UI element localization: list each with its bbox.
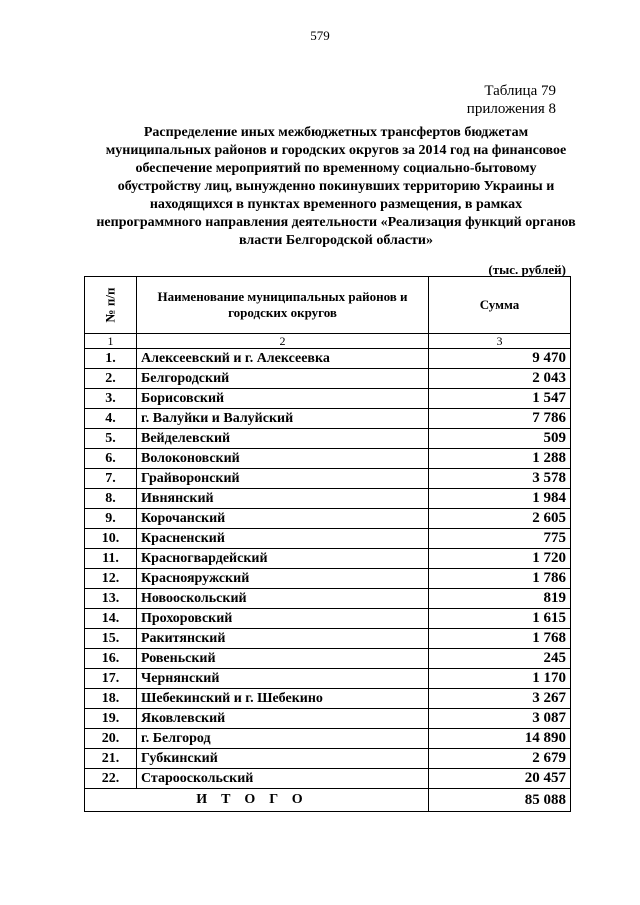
row-district-name: Ровеньский: [137, 649, 429, 669]
table-row: [85, 769, 571, 789]
row-district-name: Грайворонский: [137, 469, 429, 489]
table-annex-reference: [467, 82, 556, 118]
row-district-name: Красногвардейский: [137, 549, 429, 569]
table-header-row: [85, 277, 571, 334]
header-num: № п/п: [85, 277, 137, 334]
row-district-name: Прохоровский: [137, 609, 429, 629]
row-amount: 1 615: [429, 609, 571, 629]
row-district-name: Новооскольский: [137, 589, 429, 609]
row-amount: 1 170: [429, 669, 571, 689]
row-amount: 3 087: [429, 709, 571, 729]
row-number: 19.: [85, 709, 137, 729]
row-district-name: Красненский: [137, 529, 429, 549]
row-district-name: Корочанский: [137, 509, 429, 529]
row-number: 2.: [85, 369, 137, 389]
table-row: [85, 429, 571, 449]
row-number: 17.: [85, 669, 137, 689]
row-number: 14.: [85, 609, 137, 629]
table-row: [85, 709, 571, 729]
row-amount: 509: [429, 429, 571, 449]
row-district-name: Яковлевский: [137, 709, 429, 729]
row-number: 1.: [85, 349, 137, 369]
total-row: [85, 789, 571, 812]
row-district-name: Краснояружский: [137, 569, 429, 589]
table-row: [85, 549, 571, 569]
row-district-name: г. Белгород: [137, 729, 429, 749]
column-number: 3: [429, 334, 571, 349]
table-row: [85, 389, 571, 409]
row-district-name: Старооскольский: [137, 769, 429, 789]
row-district-name: Белгородский: [137, 369, 429, 389]
row-district-name: Борисовский: [137, 389, 429, 409]
table-row: [85, 629, 571, 649]
column-number: 2: [137, 334, 429, 349]
row-district-name: Вейделевский: [137, 429, 429, 449]
column-number: 1: [85, 334, 137, 349]
document-title: Распределение иных межбюджетных трансфертов бюджетам муниципальных районов и городских округов за 2014 год на финансовое обеспечение мероприятий по временному социально-бытовому обустройству лиц, вынужденно покинувших территорию Украины и находящихся в пунктах временного размещения, в рамках непрограммного направления деятельности «Реализация функций органов власти Белгородской области»: [96, 125, 576, 248]
table-row: [85, 689, 571, 709]
table-row: [85, 749, 571, 769]
row-amount: 20 457: [429, 769, 571, 789]
row-number: 7.: [85, 469, 137, 489]
row-amount: 819: [429, 589, 571, 609]
row-amount: 1 547: [429, 389, 571, 409]
row-amount: 775: [429, 529, 571, 549]
row-amount: 1 984: [429, 489, 571, 509]
row-amount: 245: [429, 649, 571, 669]
units-label: (тыс. рублей): [488, 262, 566, 277]
row-district-name: Волоконовский: [137, 449, 429, 469]
table-row: [85, 649, 571, 669]
row-district-name: Чернянский: [137, 669, 429, 689]
row-number: 20.: [85, 729, 137, 749]
row-amount: 1 768: [429, 629, 571, 649]
row-amount: 2 605: [429, 509, 571, 529]
row-amount: 2 679: [429, 749, 571, 769]
table-row: [85, 369, 571, 389]
row-amount: 3 267: [429, 689, 571, 709]
row-amount: 9 470: [429, 349, 571, 369]
row-number: 11.: [85, 549, 137, 569]
row-number: 8.: [85, 489, 137, 509]
row-number: 6.: [85, 449, 137, 469]
row-district-name: Губкинский: [137, 749, 429, 769]
table-row: [85, 449, 571, 469]
row-number: 5.: [85, 429, 137, 449]
table-row: [85, 669, 571, 689]
row-number: 3.: [85, 389, 137, 409]
table-row: [85, 589, 571, 609]
table-row: [85, 729, 571, 749]
row-number: 16.: [85, 649, 137, 669]
table-row: [85, 509, 571, 529]
row-district-name: Алексеевский и г. Алексеевка: [137, 349, 429, 369]
row-amount: 1 786: [429, 569, 571, 589]
annex-table-number: Таблица 79: [484, 83, 556, 99]
row-district-name: Шебекинский и г. Шебекино: [137, 689, 429, 709]
row-number: 4.: [85, 409, 137, 429]
header-sum: Сумма: [429, 277, 571, 334]
row-number: 18.: [85, 689, 137, 709]
row-amount: 1 288: [429, 449, 571, 469]
table-row: [85, 409, 571, 429]
row-number: 9.: [85, 509, 137, 529]
row-number: 12.: [85, 569, 137, 589]
table-row: [85, 349, 571, 369]
row-district-name: Ракитянский: [137, 629, 429, 649]
table-row: [85, 569, 571, 589]
distribution-table: [84, 276, 571, 812]
table-row: [85, 609, 571, 629]
row-amount: 1 720: [429, 549, 571, 569]
row-number: 22.: [85, 769, 137, 789]
row-number: 21.: [85, 749, 137, 769]
row-amount: 7 786: [429, 409, 571, 429]
row-number: 13.: [85, 589, 137, 609]
page-number: 579: [310, 28, 330, 43]
row-number: 10.: [85, 529, 137, 549]
row-amount: 2 043: [429, 369, 571, 389]
table-row: [85, 489, 571, 509]
row-amount: 14 890: [429, 729, 571, 749]
header-name: Наименование муниципальных районов и городских округов: [137, 277, 429, 334]
annex-appendix-number: приложения 8: [466, 101, 556, 117]
total-label: ИТОГО: [85, 789, 429, 812]
total-sum: 85 088: [429, 789, 571, 812]
column-numbers-row: [85, 334, 571, 349]
row-number: 15.: [85, 629, 137, 649]
row-district-name: г. Валуйки и Валуйский: [137, 409, 429, 429]
table-row: [85, 469, 571, 489]
row-amount: 3 578: [429, 469, 571, 489]
table-row: [85, 529, 571, 549]
row-district-name: Ивнянский: [137, 489, 429, 509]
